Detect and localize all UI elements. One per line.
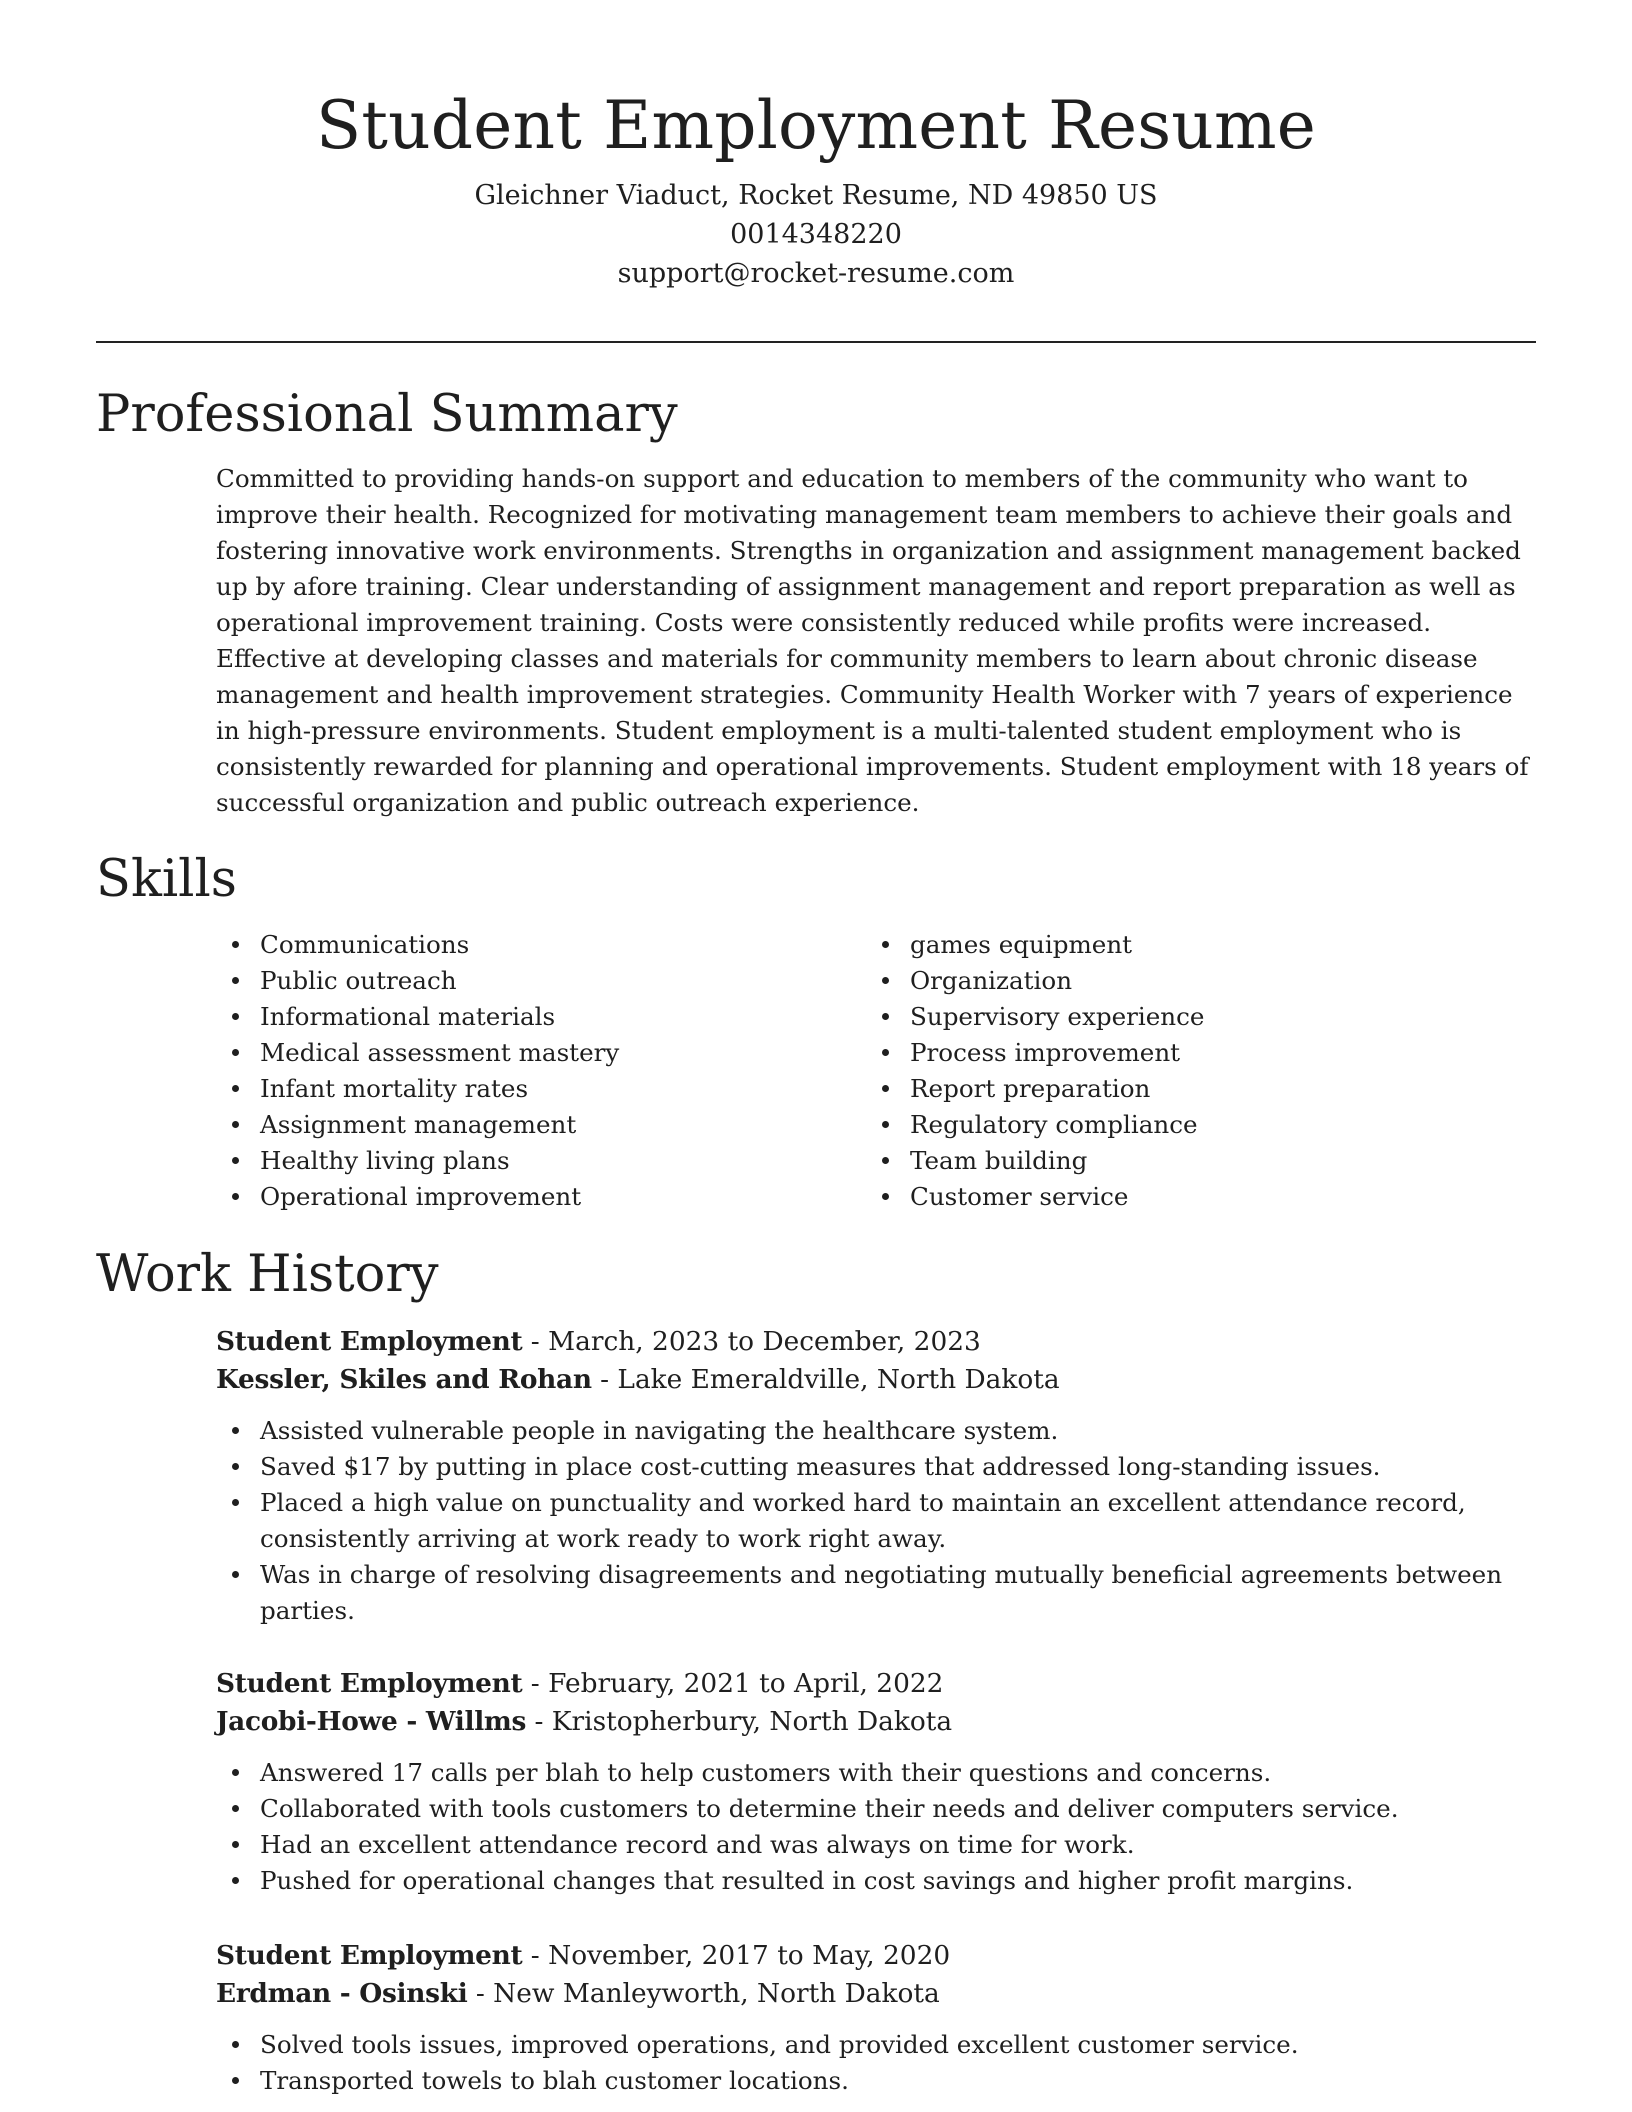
job-company: Kessler, Skiles and Rohan	[216, 1364, 592, 1395]
job-title: Student Employment	[216, 1940, 523, 1971]
job-company-line	[216, 1703, 1536, 1741]
skill-item: Medical assessment mastery	[216, 1035, 866, 1071]
resume-header	[96, 84, 1536, 293]
skill-item: Regulatory compliance	[866, 1107, 1516, 1143]
skills-heading: Skills	[96, 850, 237, 909]
summary-text: Committed to providing hands-on support and education to members of the community who want to improve their health. Recognized for motivating management team members to achieve their goals and fostering innovative work environments. Strengths in organization and assignment management backed up by afore training. Clear understanding of assignment management and report preparation as well as operational improvement training. Costs were consistently reduced while profits were increased. Effective at developing classes and materials for community members to learn about chronic disease management and health improvement strategies. Community Health Worker with 7 years of experience in high-pressure environments. Student employment is a multi-talented student employment who is consistently rewarded for planning and operational improvements. Student employment with 18 years of successful organization and public outreach experience.	[216, 464, 1529, 817]
job-duties	[216, 1413, 1536, 1629]
skill-item: Assignment management	[216, 1107, 866, 1143]
job-location: - Lake Emeraldville, North Dakota	[591, 1364, 1060, 1395]
skill-item: Infant mortality rates	[216, 1071, 866, 1107]
contact-address: Gleichner Viaduct, Rocket Resume, ND 49850 US	[474, 180, 1158, 211]
skills-list	[216, 927, 1536, 1215]
skill-item: games equipment	[866, 927, 1516, 963]
skill-item: Process improvement	[866, 1035, 1516, 1071]
job-title-line	[216, 1323, 1536, 1361]
job-duties	[216, 1755, 1536, 1899]
job-title: Student Employment	[216, 1326, 523, 1357]
job-duties	[216, 2027, 1536, 2099]
contact-info	[96, 176, 1536, 293]
job-duty: Saved $17 by putting in place cost-cutting measures that addressed long-standing issues.	[216, 1449, 1536, 1485]
resume-title: Student Employment Resume	[315, 87, 1317, 164]
job-duty: Assisted vulnerable people in navigating the healthcare system.	[216, 1413, 1536, 1449]
job-dates: - March, 2023 to December, 2023	[522, 1326, 981, 1357]
job-company-line	[216, 1361, 1536, 1399]
job-title-line	[216, 1665, 1536, 1703]
header-divider	[96, 341, 1536, 343]
skill-item: Team building	[866, 1143, 1516, 1179]
contact-phone: 0014348220	[730, 219, 902, 250]
job-company-line	[216, 1975, 1536, 2013]
skill-item: Healthy living plans	[216, 1143, 866, 1179]
job-duty: Had an excellent attendance record and was always on time for work.	[216, 1827, 1536, 1863]
skill-item: Informational materials	[216, 999, 866, 1035]
job-duty: Collaborated with tools customers to determine their needs and deliver computers service.	[216, 1791, 1536, 1827]
skills-column-right	[866, 927, 1516, 1215]
job-duty: Answered 17 calls per blah to help customers with their questions and concerns.	[216, 1755, 1536, 1791]
skill-item: Communications	[216, 927, 866, 963]
job-location: - New Manleyworth, North Dakota	[467, 1978, 940, 2009]
job-duty: Placed a high value on punctuality and worked hard to maintain an excellent attendance record, consistently arriving at work ready to work right away.	[216, 1485, 1536, 1557]
skill-item: Supervisory experience	[866, 999, 1516, 1035]
skill-item: Organization	[866, 963, 1516, 999]
job-duty: Was in charge of resolving disagreements and negotiating mutually beneficial agreements between parties.	[216, 1557, 1536, 1629]
job-dates: - November, 2017 to May, 2020	[522, 1940, 951, 1971]
job-duty: Transported towels to blah customer locations.	[216, 2063, 1536, 2099]
job-entry	[216, 1937, 1536, 2099]
skill-item: Customer service	[866, 1179, 1516, 1215]
job-company: Erdman - Osinski	[216, 1978, 468, 2009]
job-duty: Pushed for operational changes that resulted in cost savings and higher profit margins.	[216, 1863, 1536, 1899]
job-location: - Kristopherbury, North Dakota	[526, 1706, 953, 1737]
skill-item: Report preparation	[866, 1071, 1516, 1107]
job-title: Student Employment	[216, 1668, 523, 1699]
job-dates: - February, 2021 to April, 2022	[522, 1668, 944, 1699]
skill-item: Operational improvement	[216, 1179, 866, 1215]
contact-email: support@rocket-resume.com	[617, 258, 1015, 289]
job-duty: Solved tools issues, improved operations, and provided excellent customer service.	[216, 2027, 1536, 2063]
job-title-line	[216, 1937, 1536, 1975]
summary-heading: Professional Summary	[96, 385, 678, 444]
skills-column-left	[216, 927, 866, 1215]
job-entry	[216, 1323, 1536, 1629]
skill-item: Public outreach	[216, 963, 866, 999]
job-entry	[216, 1665, 1536, 1899]
job-company: Jacobi-Howe - Willms	[216, 1706, 527, 1737]
work-history-heading: Work History	[96, 1245, 439, 1304]
